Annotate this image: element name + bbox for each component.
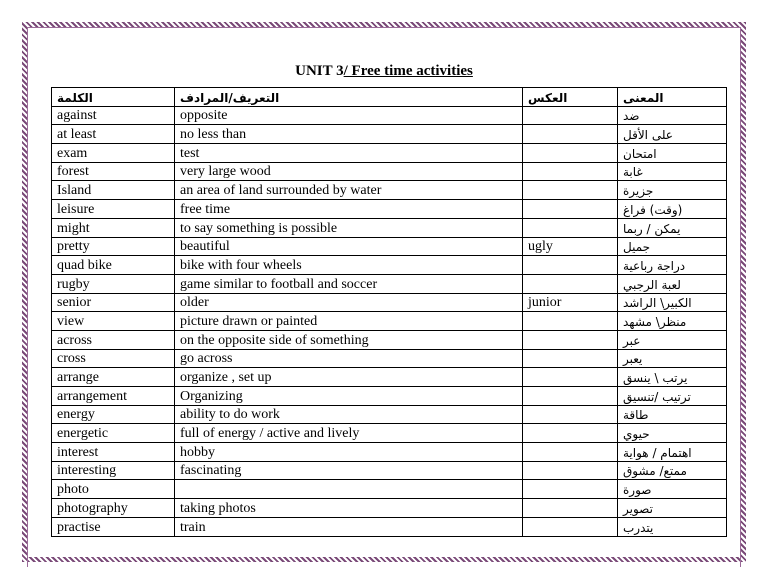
header-definition: التعريف/المرادف (175, 88, 523, 107)
cell-word: arrangement (52, 387, 175, 406)
cell-definition: picture drawn or painted (175, 312, 523, 331)
cell-meaning: منظر\ مشهد (618, 312, 727, 331)
table-row (52, 274, 727, 293)
cell-opposite (523, 330, 618, 349)
cell-definition: to say something is possible (175, 218, 523, 237)
table-row (52, 312, 727, 331)
cell-definition: full of energy / active and lively (175, 424, 523, 443)
cell-word: at least (52, 125, 175, 144)
table-row (52, 162, 727, 181)
cell-meaning: عبر (618, 330, 727, 349)
cell-meaning: اهتمام / هواية (618, 443, 727, 462)
cell-opposite (523, 200, 618, 219)
cell-meaning: ممتع/ مشوق (618, 461, 727, 480)
cell-opposite: junior (523, 293, 618, 312)
table-row (52, 480, 727, 499)
cell-word: might (52, 218, 175, 237)
cell-definition: ability to do work (175, 405, 523, 424)
table-row (52, 218, 727, 237)
cell-opposite (523, 125, 618, 144)
cell-word: quad bike (52, 256, 175, 275)
cell-meaning: حيوي (618, 424, 727, 443)
cell-meaning: يعبر (618, 349, 727, 368)
cell-word: practise (52, 517, 175, 536)
cell-word: rugby (52, 274, 175, 293)
table-row (52, 443, 727, 462)
cell-definition: bike with four wheels (175, 256, 523, 275)
table-row (52, 517, 727, 536)
cell-meaning: ترتيب /تنسيق (618, 387, 727, 406)
cell-word: arrange (52, 368, 175, 387)
cell-definition: free time (175, 200, 523, 219)
cell-word: against (52, 106, 175, 125)
title-underlined: / Free time activities (343, 63, 473, 79)
cell-opposite (523, 349, 618, 368)
cell-definition (175, 480, 523, 499)
table-row (52, 181, 727, 200)
cell-word: pretty (52, 237, 175, 256)
cell-opposite (523, 443, 618, 462)
cell-opposite: ugly (523, 237, 618, 256)
cell-definition: an area of land surrounded by water (175, 181, 523, 200)
cell-definition: older (175, 293, 523, 312)
cell-opposite (523, 181, 618, 200)
cell-meaning: (وقت) فراغ (618, 200, 727, 219)
table-row (52, 387, 727, 406)
cell-word: photography (52, 499, 175, 518)
cell-opposite (523, 218, 618, 237)
cell-opposite (523, 106, 618, 125)
table-row (52, 424, 727, 443)
cell-opposite (523, 162, 618, 181)
cell-word: energetic (52, 424, 175, 443)
cell-word: Island (52, 181, 175, 200)
cell-opposite (523, 144, 618, 163)
cell-word: cross (52, 349, 175, 368)
cell-word: interesting (52, 461, 175, 480)
header-meaning: المعنى (618, 88, 727, 107)
table-row (52, 237, 727, 256)
cell-definition: train (175, 517, 523, 536)
header-opposite: العكس (523, 88, 618, 107)
cell-meaning: صورة (618, 480, 727, 499)
cell-meaning: غابة (618, 162, 727, 181)
table-row (52, 200, 727, 219)
cell-definition: taking photos (175, 499, 523, 518)
cell-meaning: دراجة رباعية (618, 256, 727, 275)
table-row (52, 144, 727, 163)
cell-definition: Organizing (175, 387, 523, 406)
cell-word: forest (52, 162, 175, 181)
cell-meaning: يمكن / ربما (618, 218, 727, 237)
cell-definition: test (175, 144, 523, 163)
vocabulary-table (51, 87, 727, 537)
table-row (52, 461, 727, 480)
cell-opposite (523, 368, 618, 387)
cell-definition: go across (175, 349, 523, 368)
title-prefix: UNIT 3 (295, 63, 344, 79)
cell-opposite (523, 424, 618, 443)
cell-word: leisure (52, 200, 175, 219)
cell-opposite (523, 312, 618, 331)
cell-meaning: امتحان (618, 144, 727, 163)
table-header-row (52, 88, 727, 107)
table-row (52, 106, 727, 125)
cell-word: exam (52, 144, 175, 163)
table-row (52, 256, 727, 275)
table-row (52, 125, 727, 144)
cell-opposite (523, 256, 618, 275)
cell-word: interest (52, 443, 175, 462)
cell-meaning: يرتب \ ينسق (618, 368, 727, 387)
table-row (52, 368, 727, 387)
table-row (52, 405, 727, 424)
cell-meaning: جميل (618, 237, 727, 256)
cell-opposite (523, 461, 618, 480)
cell-opposite (523, 499, 618, 518)
cell-meaning: الكبير\ الراشد (618, 293, 727, 312)
page-title (0, 62, 768, 80)
cell-word: senior (52, 293, 175, 312)
cell-opposite (523, 517, 618, 536)
cell-definition: fascinating (175, 461, 523, 480)
cell-definition: no less than (175, 125, 523, 144)
cell-meaning: تصوير (618, 499, 727, 518)
cell-meaning: ضد (618, 106, 727, 125)
cell-definition: beautiful (175, 237, 523, 256)
cell-opposite (523, 387, 618, 406)
cell-meaning: يتدرب (618, 517, 727, 536)
cell-opposite (523, 274, 618, 293)
cell-meaning: طاقة (618, 405, 727, 424)
header-word: الكلمة (52, 88, 175, 107)
cell-definition: game similar to football and soccer (175, 274, 523, 293)
cell-definition: opposite (175, 106, 523, 125)
table-row (52, 349, 727, 368)
table-row (52, 499, 727, 518)
cell-meaning: جزيرة (618, 181, 727, 200)
cell-word: across (52, 330, 175, 349)
cell-opposite (523, 480, 618, 499)
cell-definition: organize , set up (175, 368, 523, 387)
cell-definition: hobby (175, 443, 523, 462)
cell-meaning: لعبة الرجبي (618, 274, 727, 293)
cell-word: energy (52, 405, 175, 424)
cell-word: view (52, 312, 175, 331)
cell-definition: on the opposite side of something (175, 330, 523, 349)
cell-word: photo (52, 480, 175, 499)
table-row (52, 330, 727, 349)
cell-definition: very large wood (175, 162, 523, 181)
cell-opposite (523, 405, 618, 424)
table-row (52, 293, 727, 312)
cell-meaning: على الأقل (618, 125, 727, 144)
